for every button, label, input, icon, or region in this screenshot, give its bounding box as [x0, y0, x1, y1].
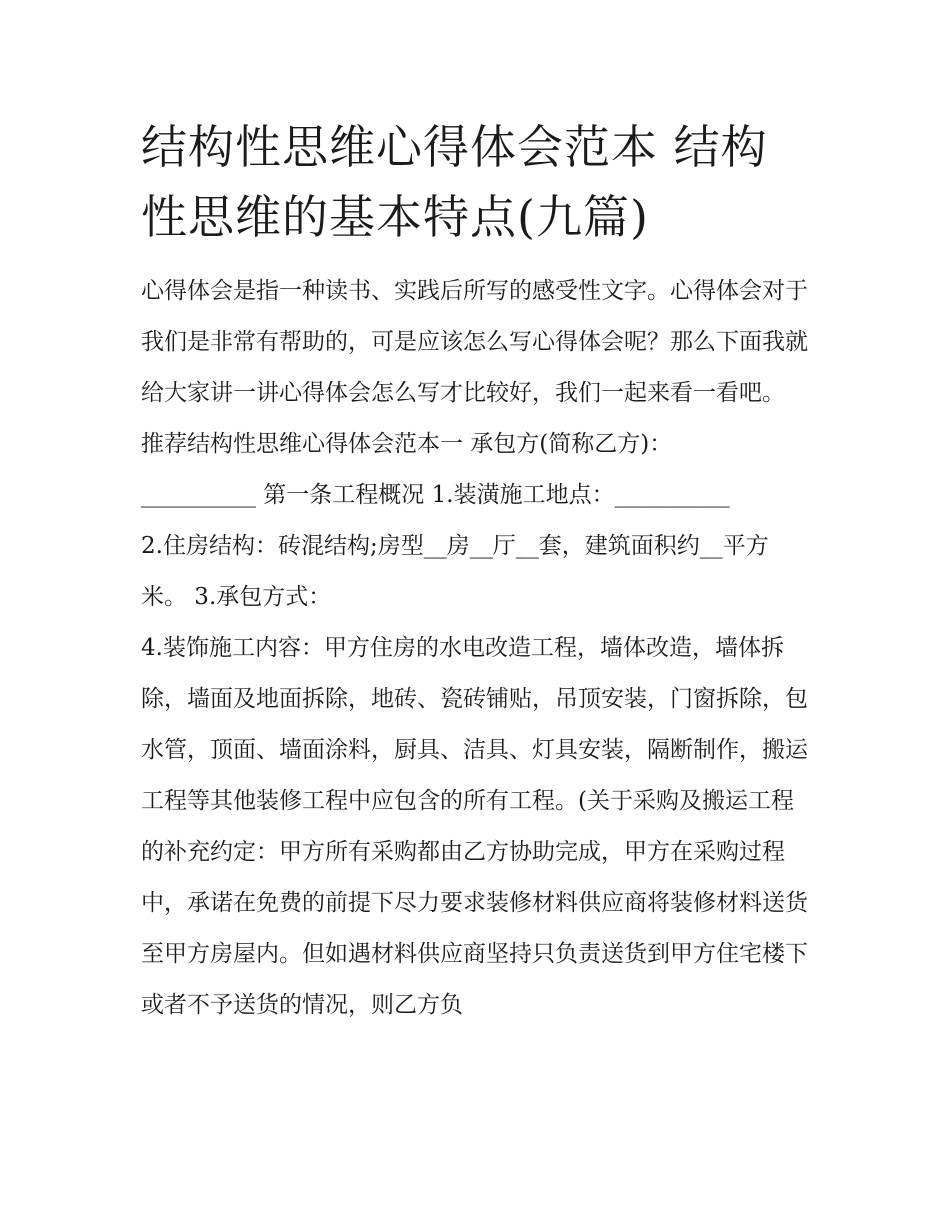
- document-body: [141, 266, 813, 1031]
- paragraph-intro: 心得体会是指一种读书、实践后所写的感受性文字。心得体会对于我们是非常有帮助的，可是应该怎么写心得体会呢？那么下面我就给大家讲一讲心得体会怎么写才比较好，我们一起来看一看吧。: [141, 278, 808, 406]
- paragraph-construction-content: 4.装饰施工内容：甲方住房的水电改造工程，墙体改造，墙体拆除，墙面及地面拆除，地砖、瓷砖铺贴，吊顶安装，门窗拆除，包水管，顶面、墙面涂料，厨具、洁具、灯具安装，隔断制作，搬运工程等其他装修工程中应包含的所有工程。(关于采购及搬运工程的补充约定：甲方所有采购都由乙方协助完成，甲方在采购过程中，承诺在免费的前提下尽力要求装修材料供应商将装修材料送货至甲方房屋内。但如遇材料供应商坚持只负责送货到甲方住宅楼下或者不予送货的情况，则乙方负: [141, 635, 808, 1018]
- document-page: [141, 112, 813, 1031]
- paragraph-housing-structure: 2.住房结构：砖混结构;房型__房__厅__套，建筑面积约__平方米。 3.承包方式：: [141, 533, 769, 610]
- paragraph-project-location: __________ 第一条工程概况 1.装潢施工地点：__________: [141, 482, 730, 508]
- paragraph-sample-heading: 推荐结构性思维心得体会范本一 承包方(简称乙方)：: [141, 431, 673, 457]
- document-title: 结构性思维心得体会范本 结构性思维的基本特点(九篇): [141, 120, 768, 244]
